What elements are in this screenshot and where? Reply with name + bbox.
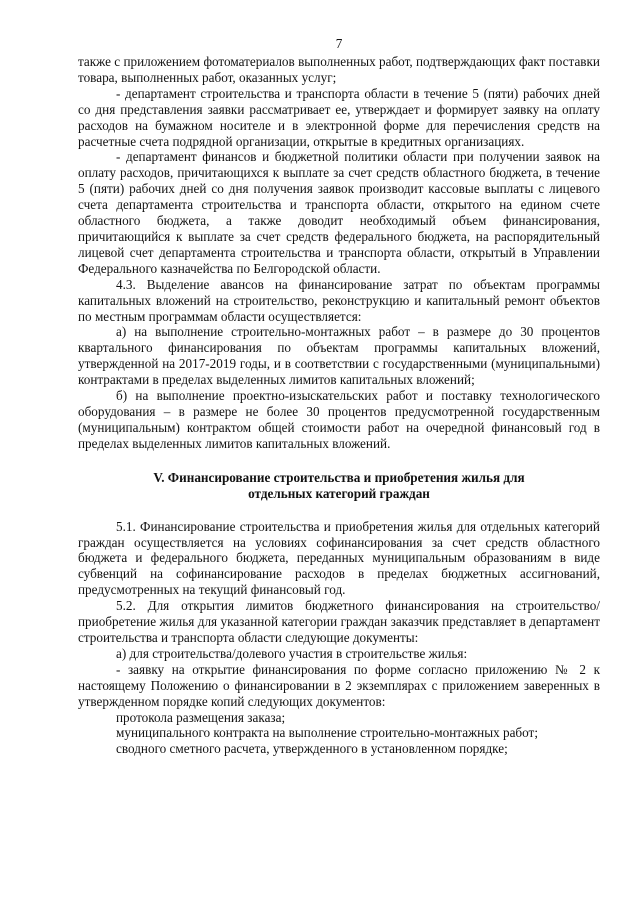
paragraph: также с приложением фотоматериалов выполненных работ, подтверждающих факт поставки товара, выполненных работ, оказанных услуг;: [78, 54, 600, 85]
section-5-body: [78, 519, 600, 758]
paragraph: - департамент финансов и бюджетной политики области при получении заявок на оплату расходов, причитающихся к выплате за счет средств областного бюджета, в течение 5 (пяти) рабочих дней со дня получения заявок производит кассовые выплаты с лицевого счета департамента строительства и транспорта области, открытого на едином счете областного бюджета, а также доводит необходимый объем финансирования, причитающийся к выплате за счет средств федерального бюджета, на распорядительный лицевой счет департамента строительства и транспорта области, открытый в Управлении Федерального казначейства по Белгородской области.: [78, 149, 600, 276]
page-number: 7: [335, 36, 343, 51]
section-heading-line: отдельных категорий граждан: [248, 485, 430, 501]
paragraph: 5.1. Финансирование строительства и приобретения жилья для отдельных категорий граждан осуществляется на условиях софинансирования за счет средств областного бюджета и федерального бюджета, переданных муниципальным образованиям в виде субвенций на софинансирование расходов в пределах бюджетных ассигнований, предусмотренных на текущий финансовый год.: [78, 518, 600, 598]
paragraph: 4.3. Выделение авансов на финансирование затрат по объектам программы капитальных вложений на строительство, реконструкцию и капитальный ремонт объектов по местным программам области осуществляется:: [78, 276, 600, 324]
paragraph: сводного сметного расчета, утвержденного в установленном порядке;: [116, 741, 508, 757]
paragraph: - департамент строительства и транспорта области в течение 5 (пяти) рабочих дней со дня представления заявки рассматривает ее, утверждает и формирует заявку на оплату расходов на бумажном носителе и в электронной форме для перечисления средств на расчетные счета подрядной организации, открытые в кредитных организациях.: [78, 85, 600, 149]
paragraph: муниципального контракта на выполнение строительно-монтажных работ;: [116, 725, 538, 741]
paragraph: протокола размещения заказа;: [116, 709, 286, 725]
paragraph: - заявку на открытие финансирования по форме согласно приложению № 2 к настоящему Положению о финансировании в 2 экземплярах с приложением заверенных в утвержденном порядке копий следующих документов:: [78, 661, 600, 709]
paragraph: а) на выполнение строительно-монтажных работ – в размере до 30 процентов квартального финансирования по объектам программы капитальных вложений, утвержденной на 2017-2019 годы, и в соответствии с государственными (муниципальными) контрактами в пределах выделенных лимитов капитальных вложений;: [78, 324, 600, 388]
section-heading-line: V. Финансирование строительства и приобретения жилья для: [153, 469, 525, 485]
section-4-body: [78, 54, 600, 452]
paragraph: а) для строительства/долевого участия в строительстве жилья:: [116, 645, 468, 661]
paragraph: б) на выполнение проектно-изыскательских работ и поставку технологического оборудования – в размере не более 30 процентов предусмотренной государственным (муниципальным) контрактом общей стоимости работ на очередной финансовый год в пределах выделенных лимитов капитальных вложений.: [78, 388, 600, 451]
paragraph: 5.2. Для открытия лимитов бюджетного финансирования на строительство/приобретение жилья для указанной категории граждан заказчик представляет в департамент строительства и транспорта области следующие документы:: [78, 598, 600, 645]
section-5-heading: [78, 470, 600, 502]
